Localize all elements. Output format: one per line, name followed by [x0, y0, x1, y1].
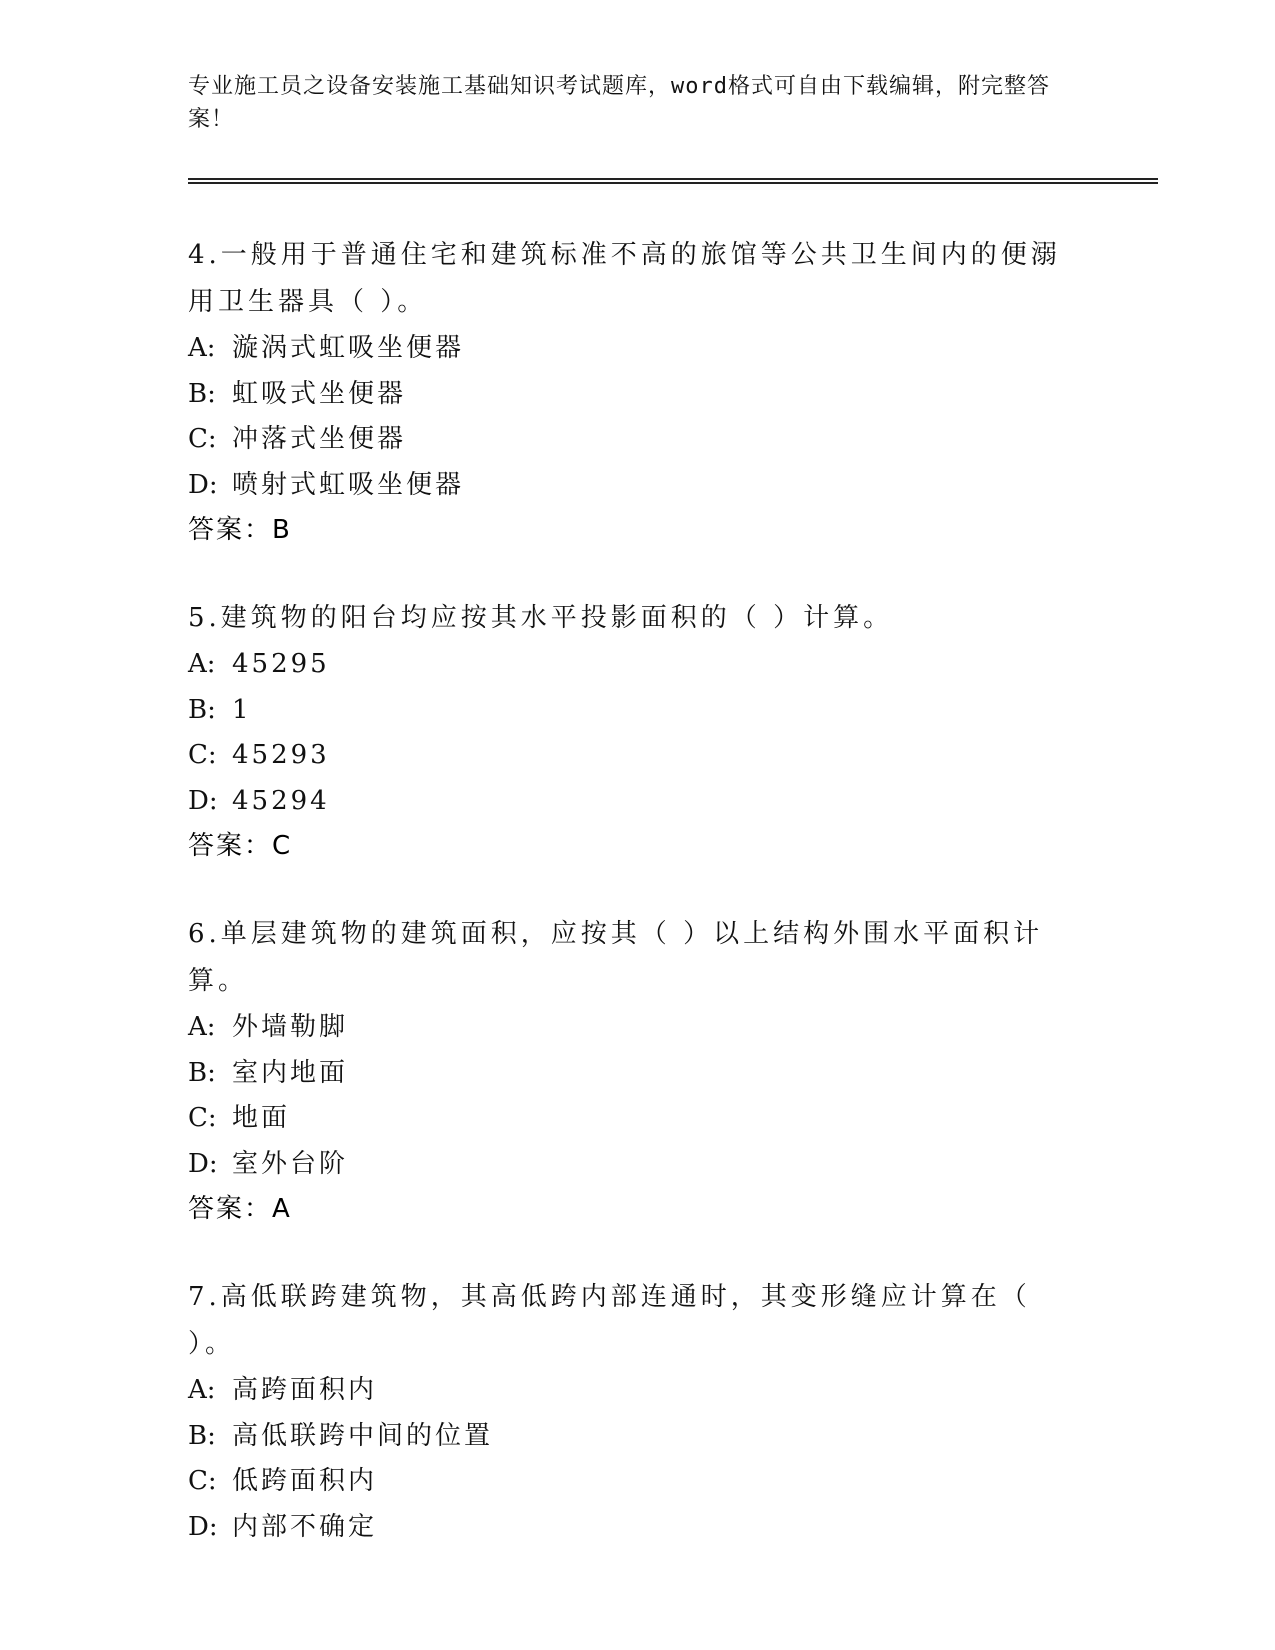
option-text: 地面 [232, 1103, 291, 1133]
option-text: 高低联跨中间的位置 [232, 1420, 494, 1451]
question-4 [188, 232, 1088, 553]
option-key: C: [188, 1103, 217, 1133]
option-b [188, 1414, 1088, 1460]
option-c [188, 417, 1088, 463]
option-b [188, 688, 1088, 734]
option-d [188, 1505, 1088, 1551]
option-key: A: [188, 649, 216, 679]
option-key: B: [188, 378, 216, 409]
question-stem: 7.高低联跨建筑物，其高低跨内部连通时，其变形缝应计算在（ ）。 [188, 1282, 1031, 1359]
header-divider [188, 178, 1158, 184]
option-c [188, 733, 1088, 779]
answer-line: 答案：B [188, 515, 292, 545]
question-stem: 6.单层建筑物的建筑面积，应按其（ ）以上结构外围水平面积计算。 [188, 919, 1044, 996]
question-stem: 4.一般用于普通住宅和建筑标准不高的旅馆等公共卫生间内的便溺用卫生器具（ ）。 [188, 240, 1061, 317]
option-key: B: [188, 1057, 216, 1088]
question-list [188, 232, 1088, 1592]
question-6 [188, 911, 1088, 1232]
option-text: 内部不确定 [232, 1511, 378, 1542]
option-text: 虹吸式坐便器 [232, 378, 407, 409]
option-key: D: [188, 785, 218, 816]
option-text: 喷射式虹吸坐便器 [232, 469, 465, 500]
option-c [188, 1459, 1088, 1505]
option-a [188, 326, 1088, 372]
question-5 [188, 595, 1088, 869]
option-key: C: [188, 1466, 217, 1496]
option-text: 45293 [232, 740, 330, 770]
option-text: 外墙勒脚 [232, 1012, 349, 1042]
option-key: B: [188, 694, 216, 725]
option-a [188, 1368, 1088, 1414]
option-text: 漩涡式虹吸坐便器 [232, 333, 465, 363]
option-text: 室内地面 [232, 1057, 349, 1088]
option-b [188, 1051, 1088, 1097]
answer-line: 答案：A [188, 1194, 292, 1224]
question-stem: 5.建筑物的阳台均应按其水平投影面积的（ ）计算。 [188, 603, 894, 633]
question-7 [188, 1274, 1088, 1550]
option-d [188, 1142, 1088, 1188]
option-b [188, 372, 1088, 418]
answer-line: 答案：C [188, 831, 293, 861]
option-a [188, 642, 1088, 688]
option-key: A: [188, 1012, 216, 1042]
option-d [188, 779, 1088, 825]
option-key: D: [188, 469, 218, 500]
option-key: A: [188, 1375, 216, 1405]
option-text: 高跨面积内 [232, 1375, 378, 1405]
option-key: A: [188, 333, 216, 363]
option-a [188, 1005, 1088, 1051]
option-text: 室外台阶 [232, 1148, 349, 1179]
option-key: D: [188, 1511, 218, 1542]
option-key: D: [188, 1148, 218, 1179]
option-text: 冲落式坐便器 [232, 424, 407, 454]
option-text: 45295 [232, 649, 330, 679]
option-text: 45294 [232, 785, 330, 816]
document-header-text: 专业施工员之设备安装施工基础知识考试题库，word格式可自由下载编辑，附完整答案！ [188, 74, 1050, 132]
option-key: C: [188, 424, 217, 454]
option-key: B: [188, 1420, 216, 1451]
option-key: C: [188, 740, 217, 770]
option-d [188, 463, 1088, 509]
option-text: 低跨面积内 [232, 1466, 378, 1496]
option-text: 1 [232, 694, 252, 725]
option-c [188, 1096, 1088, 1142]
